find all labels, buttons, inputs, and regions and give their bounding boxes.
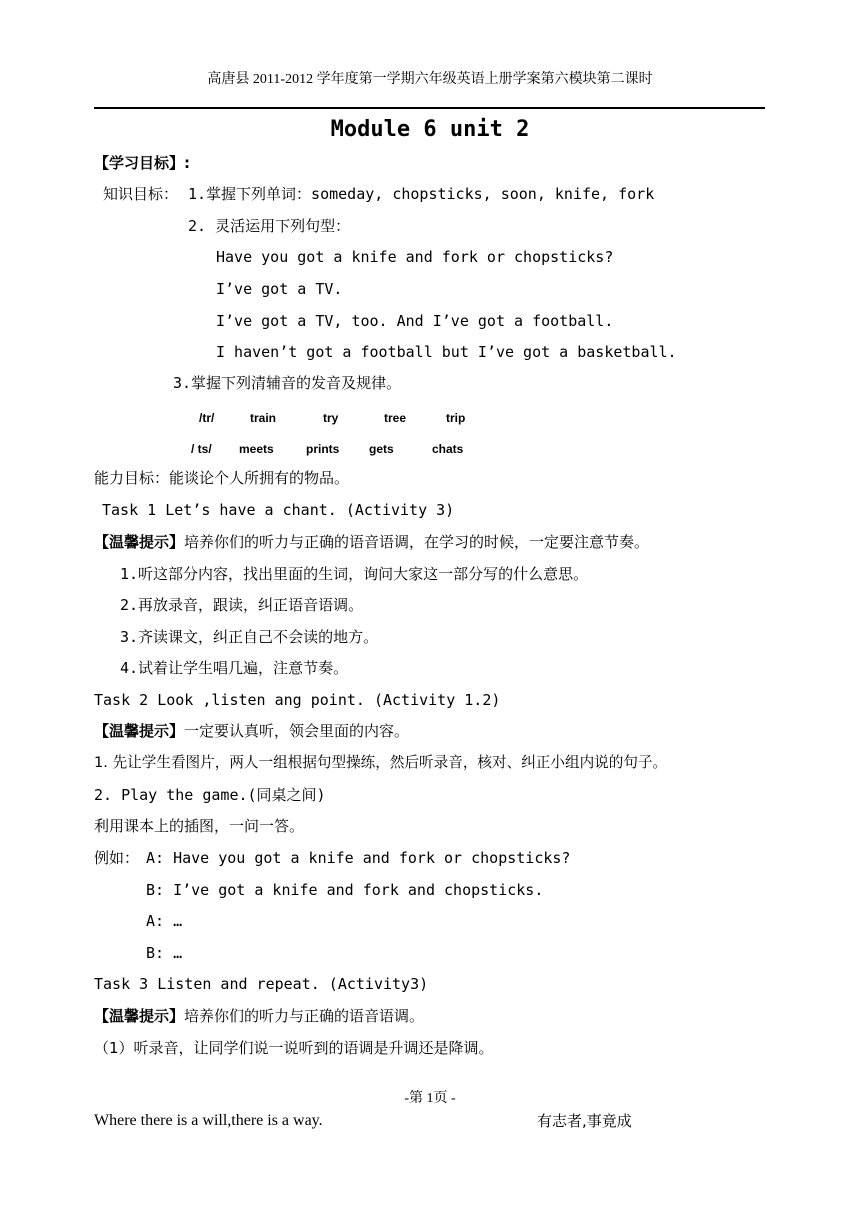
phonics-word: try <box>323 411 339 425</box>
task2-title: Task 2 Look ,listen ang point. (Activity 1.2) <box>94 691 501 709</box>
task1-step: 1.听这部分内容，找出里面的生词，询问大家这一部分写的什么意思。 <box>120 565 589 583</box>
task3-tip <box>94 1006 424 1026</box>
phonics-word: tree <box>384 411 407 425</box>
dialog-line: B: … <box>146 944 183 962</box>
document-title: Module 6 unit 2 <box>330 117 530 142</box>
task3-step-1: （1）听录音，让同学们说一说听到的语调是升调还是降调。 <box>94 1039 494 1057</box>
dialog-line: A: Have you got a knife and fork or chopsticks? <box>146 849 571 867</box>
sentence-line: Have you got a knife and fork or chopsticks? <box>216 248 614 266</box>
task1-step: 4.试着让学生唱几遍，注意节奏。 <box>120 659 349 677</box>
dialog-line: B: I’ve got a knife and fork and chopsticks. <box>146 881 544 899</box>
ability-objective: 能力目标：能谈论个人所拥有的物品。 <box>94 469 350 487</box>
tip-text: 培养你们的听力与正确的语音语调。 <box>184 1007 425 1025</box>
task1-title: Task 1 Let’s have a chant. (Activity 3) <box>102 501 455 519</box>
footer-motto-cn: 有志者,事竟成 <box>537 1112 632 1130</box>
objective-item-3: 3.掌握下列清辅音的发音及规律。 <box>173 374 402 392</box>
objective-item-1: 1.掌握下列单词：someday, chopsticks, soon, knife, fork <box>188 185 655 203</box>
tip-label: 【温馨提示】 <box>94 722 185 740</box>
task2-step-1: 1. 先让学生看图片，两人一组根据句型操练，然后听录音，核对、纠正小组内说的句子。 <box>94 754 668 771</box>
knowledge-label: 知识目标： <box>103 185 179 203</box>
sentence-line: I haven’t got a football but I’ve got a basketball. <box>216 343 677 361</box>
task1-step: 2.再放录音，跟读，纠正语音语调。 <box>120 596 364 614</box>
tip-text: 一定要认真听，领会里面的内容。 <box>184 722 410 740</box>
tip-text: 培养你们的听力与正确的语音语调，在学习的时候，一定要注意节奏。 <box>184 533 650 551</box>
task1-tip <box>94 532 649 552</box>
phonics-word: meets <box>239 442 274 456</box>
task1-step: 3.齐读课文，纠正自己不会读的地方。 <box>120 628 379 646</box>
tip-label: 【温馨提示】 <box>94 1007 185 1025</box>
task2-step-2: 2. Play the game.(同桌之间) <box>94 786 326 804</box>
task2-tip <box>94 721 409 741</box>
tip-label: 【温馨提示】 <box>94 533 185 551</box>
example-label: 例如： <box>94 849 140 867</box>
phonics-word: trip <box>446 411 466 425</box>
header-divider <box>94 107 765 109</box>
task3-title: Task 3 Listen and repeat. (Activity3) <box>94 975 429 993</box>
phonics-word: prints <box>306 442 340 456</box>
phonics-sound: /tr/ <box>199 411 215 425</box>
page-number: -第 1页 - <box>404 1091 456 1106</box>
page-header: 高唐县 2011-2012 学年度第一学期六年级英语上册学案第六模块第二课时 <box>207 72 653 87</box>
objectives-heading: 【学习目标】: <box>94 154 190 172</box>
sentence-line: I’ve got a TV. <box>216 280 343 298</box>
phonics-sound: / ts/ <box>191 442 212 456</box>
objective-item-2: 2. 灵活运用下列句型： <box>188 217 351 235</box>
footer-motto-en: Where there is a will,there is a way. <box>94 1112 323 1129</box>
phonics-word: gets <box>369 442 394 456</box>
task2-note: 利用课本上的插图，一问一答。 <box>94 817 305 835</box>
dialog-line: A: … <box>146 912 183 930</box>
sentence-line: I’ve got a TV, too. And I’ve got a football. <box>216 312 614 330</box>
phonics-word: train <box>250 411 277 425</box>
phonics-word: chats <box>432 442 464 456</box>
